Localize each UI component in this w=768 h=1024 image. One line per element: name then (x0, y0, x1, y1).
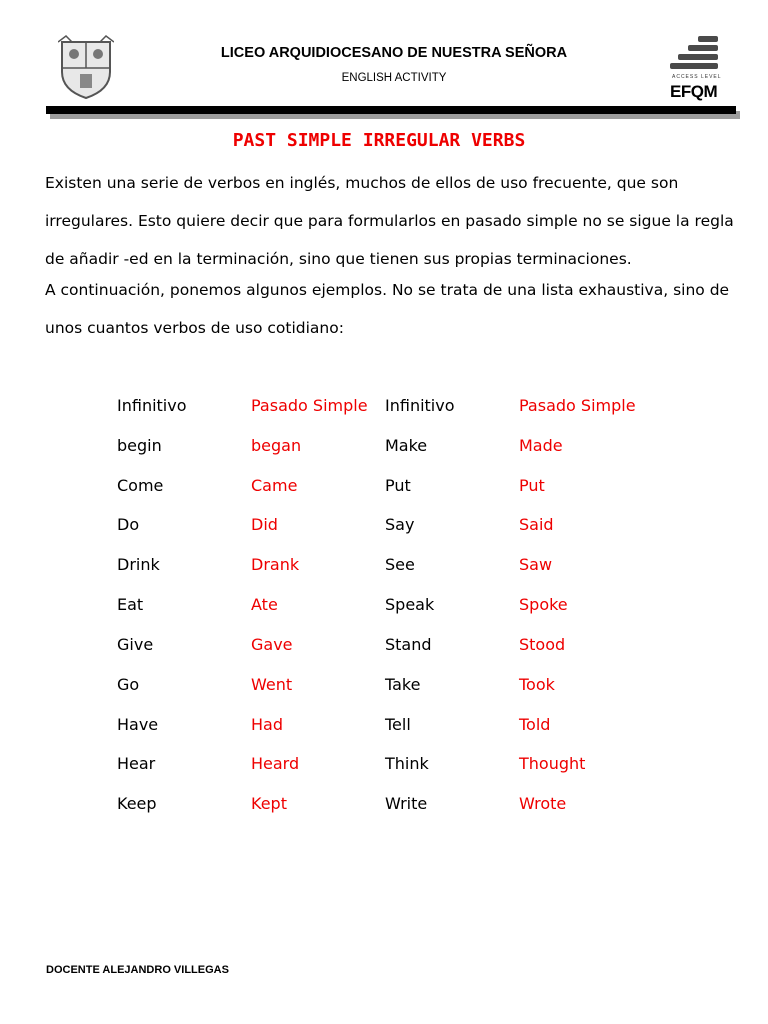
table-cell: Had (251, 715, 283, 734)
activity-label: ENGLISH ACTIVITY (341, 72, 447, 84)
table-header-past-simple: Pasado Simple (251, 396, 368, 415)
table-cell: Stand (385, 635, 432, 654)
school-name: LICEO ARQUIDIOCESANO DE NUESTRA SEÑORA (220, 45, 568, 61)
table-cell: Did (251, 515, 278, 534)
table-header-past-simple: Pasado Simple (519, 396, 636, 415)
table-cell: Told (519, 715, 551, 734)
intro-paragraph-1: Existen una serie de verbos en inglés, muchos de ellos de uso frecuente, que son irregulares. Esto quiere decir que para formularlos en pasado simple no se sigue la regla de añadir -ed en la terminación, sino que tienen sus propias terminaciones. (45, 174, 734, 268)
table-cell: Heard (251, 754, 300, 773)
table-cell: Put (385, 476, 411, 495)
table-cell: Hear (117, 754, 156, 773)
intro-paragraph-2: A continuación, ponemos algunos ejemplos. No se trata de una lista exhaustiva, sino de unos cuantos verbos de uso cotidiano: (45, 281, 730, 337)
table-cell: Drank (251, 555, 300, 574)
efqm-text: EFQM (670, 82, 718, 101)
table-cell: Went (251, 675, 293, 694)
table-cell: Gave (251, 635, 293, 654)
table-cell: Come (117, 476, 164, 495)
table-cell: Eat (117, 595, 144, 614)
worksheet-title: PAST SIMPLE IRREGULAR VERBS (232, 130, 526, 151)
table-cell: Go (117, 675, 140, 694)
table-cell: Came (251, 476, 298, 495)
table-cell: Thought (519, 754, 586, 773)
efqm-logo (668, 34, 724, 102)
table-cell: Do (117, 515, 140, 534)
table-cell: Give (117, 635, 154, 654)
table-cell: Put (519, 476, 545, 495)
table-cell: Make (385, 436, 428, 455)
table-header-infinitive: Infinitivo (117, 396, 187, 415)
table-cell: Say (385, 515, 415, 534)
table-cell: Stood (519, 635, 566, 654)
school-crest-icon (58, 34, 114, 100)
table-cell: Said (519, 515, 554, 534)
table-cell: Have (117, 715, 159, 734)
teacher-name: DOCENTE ALEJANDRO VILLEGAS (46, 964, 229, 976)
table-cell: Tell (385, 715, 411, 734)
intro-text (45, 164, 745, 347)
table-cell: Kept (251, 794, 287, 813)
table-cell: Speak (385, 595, 435, 614)
table-cell: Took (519, 675, 555, 694)
table-cell: Wrote (519, 794, 567, 813)
table-cell: Ate (251, 595, 278, 614)
table-cell: Write (385, 794, 428, 813)
table-cell: begin (117, 436, 162, 455)
efqm-level-label: ACCESS LEVEL (672, 74, 722, 80)
table-cell: Take (385, 675, 421, 694)
table-cell: Keep (117, 794, 157, 813)
table-cell: Made (519, 436, 563, 455)
table-cell: Saw (519, 555, 553, 574)
header-rule (46, 106, 736, 114)
table-cell: Think (385, 754, 429, 773)
table-cell: began (251, 436, 302, 455)
table-cell: Drink (117, 555, 160, 574)
table-cell: Spoke (519, 595, 568, 614)
table-cell: See (385, 555, 415, 574)
table-header-infinitive: Infinitivo (385, 396, 455, 415)
